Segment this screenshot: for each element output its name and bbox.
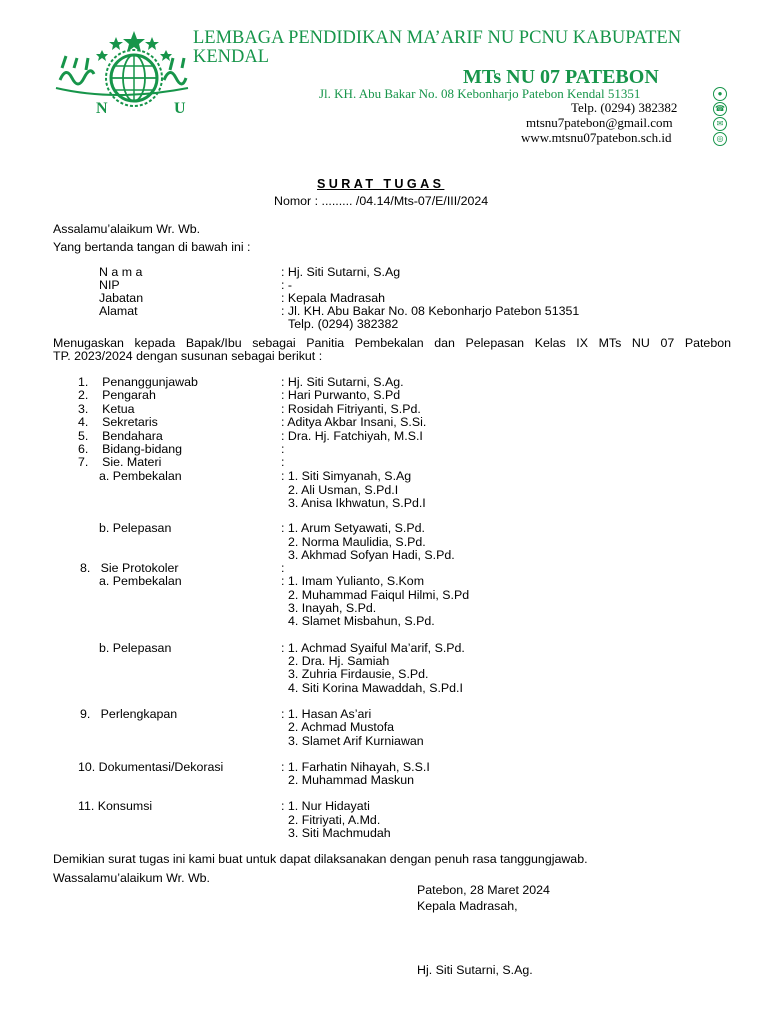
committee-role-label: 7. Sie. Materi <box>78 455 162 469</box>
committee-member: 2. Ali Usman, S.Pd.I <box>288 483 399 497</box>
committee-member: : 1. Farhatin Nihayah, S.S.I <box>281 760 430 774</box>
greeting: Assalamu’alaikum Wr. Wb. <box>53 222 201 236</box>
committee-member: : 1. Imam Yulianto, S.Kom <box>281 574 425 588</box>
document-number: Nomor : ......... /04.14/Mts-07/E/III/2024 <box>274 194 489 208</box>
committee-member: 3. Anisa Ikhwatun, S.Pd.I <box>288 496 426 510</box>
committee-member: : <box>281 442 285 456</box>
committee-member: 3. Zuhria Firdausie, S.Pd. <box>288 667 429 681</box>
school-website[interactable]: www.mtsnu07patebon.sch.id <box>521 130 672 145</box>
school-phone: Telp. (0294) 382382 <box>571 100 678 115</box>
school-name: MTs NU 07 PATEBON <box>463 66 659 88</box>
committee-member: : 1. Hasan As’ari <box>281 707 372 721</box>
committee-member: 2. Muhammad Maskun <box>288 773 415 787</box>
committee-role-label: 9. Perlengkapan <box>80 707 178 721</box>
committee-role-label: 6. Bidang-bidang <box>78 442 183 456</box>
document-title: SURAT TUGAS <box>317 177 445 191</box>
signature-place-date: Patebon, 28 Maret 2024 <box>417 883 550 897</box>
committee-member: : Aditya Akbar Insani, S.Si. <box>281 415 427 429</box>
committee-member: 3. Slamet Arif Kurniawan <box>288 734 424 748</box>
committee-member: : 1. Nur Hidayati <box>281 799 370 813</box>
committee-member: 3. Inayah, S.Pd. <box>288 601 377 615</box>
signer-position-value: : Kepala Madrasah <box>281 291 386 305</box>
signer-position-label: Jabatan <box>99 291 144 305</box>
committee-subsection-label: a. Pembekalan <box>99 574 182 588</box>
committee-member: : <box>281 455 285 469</box>
assignment-text-line2: TP. 2023/2024 dengan susunan sebagai berikut : <box>53 349 323 363</box>
location-pin-icon: ● <box>713 87 727 101</box>
committee-role-label: 4. Sekretaris <box>78 415 158 429</box>
committee-member: 2. Muhammad Faiqul Hilmi, S.Pd <box>288 588 470 602</box>
committee-subsection-label: a. Pembekalan <box>99 469 182 483</box>
committee-member: 4. Slamet Misbahun, S.Pd. <box>288 614 435 628</box>
signer-address-label: Alamat <box>99 304 138 318</box>
school-email[interactable]: mtsnu7patebon@gmail.com <box>526 115 673 130</box>
committee-member: : Hari Purwanto, S.Pd <box>281 388 401 402</box>
committee-member: 2. Dra. Hj. Samiah <box>288 654 390 668</box>
nu-logo <box>52 28 192 126</box>
school-address: Jl. KH. Abu Bakar No. 08 Kebonharjo Patebon Kendal 51351 <box>319 86 641 101</box>
committee-member: : Rosidah Fitriyanti, S.Pd. <box>281 402 421 416</box>
committee-role-label: 3. Ketua <box>78 402 135 416</box>
committee-member: : 1. Siti Simyanah, S.Ag <box>281 469 412 483</box>
committee-member: 4. Siti Korina Mawaddah, S.Pd.I <box>288 681 463 695</box>
institution-name: LEMBAGA PENDIDIKAN MA’ARIF NU PCNU KABUPATEN <box>193 28 682 48</box>
committee-member: 2. Norma Maulidia, S.Pd. <box>288 535 426 549</box>
committee-member: : Hj. Siti Sutarni, S.Ag. <box>281 375 404 389</box>
committee-role-label: 11. Konsumsi <box>78 799 153 813</box>
committee-member: 3. Siti Machmudah <box>288 826 391 840</box>
committee-member: 2. Fitriyati, A.Md. <box>288 813 381 827</box>
committee-member: : 1. Achmad Syaiful Ma’arif, S.Pd. <box>281 641 465 655</box>
signer-nip-label: NIP <box>99 278 120 292</box>
email-icon: ✉ <box>713 117 727 131</box>
committee-member: 3. Akhmad Sofyan Hadi, S.Pd. <box>288 548 455 562</box>
committee-subsection-label: b. Pelepasan <box>99 521 172 535</box>
signer-name-label: N a m a <box>99 265 143 279</box>
committee-role-label: 5. Bendahara <box>78 429 163 443</box>
logo-letter-u: U <box>174 100 186 117</box>
signer-address-phone: Telp. (0294) 382382 <box>288 317 399 331</box>
closing-text: Demikian surat tugas ini kami buat untuk dapat dilaksanakan dengan penuh rasa tanggungjawab. <box>53 852 588 866</box>
phone-icon: ☎ <box>713 102 727 116</box>
logo-letter-n: N <box>96 100 108 117</box>
committee-member: : Dra. Hj. Fatchiyah, M.S.I <box>281 429 423 443</box>
signature-role: Kepala Madrasah, <box>417 899 518 913</box>
signature-name: Hj. Siti Sutarni, S.Ag. <box>417 963 533 977</box>
committee-role-label: 8. Sie Protokoler <box>80 561 179 575</box>
committee-role-label: 2. Pengarah <box>78 388 156 402</box>
institution-name-line2: KENDAL <box>193 47 270 67</box>
committee-role-label: 1. Penanggunjawab <box>78 375 198 389</box>
committee-member: : <box>281 561 285 575</box>
intro-text: Yang bertanda tangan di bawah ini : <box>53 240 251 254</box>
committee-member: 2. Achmad Mustofa <box>288 720 395 734</box>
assignment-text-line1: Menugaskan kepada Bapak/Ibu sebagai Panitia Pembekalan dan Pelepasan Kelas IX MTs NU 07 Patebon <box>53 336 731 350</box>
signer-address-value: : Jl. KH. Abu Bakar No. 08 Kebonharjo Patebon 51351 <box>281 304 580 318</box>
globe-icon: ◎ <box>713 132 727 146</box>
signer-name-value: : Hj. Siti Sutarni, S.Ag <box>281 265 401 279</box>
committee-subsection-label: b. Pelepasan <box>99 641 172 655</box>
signer-nip-value: : - <box>281 278 293 292</box>
committee-member: : 1. Arum Setyawati, S.Pd. <box>281 521 425 535</box>
farewell-text: Wassalamu’alaikum Wr. Wb. <box>53 871 210 885</box>
committee-role-label: 10. Dokumentasi/Dekorasi <box>78 760 224 774</box>
